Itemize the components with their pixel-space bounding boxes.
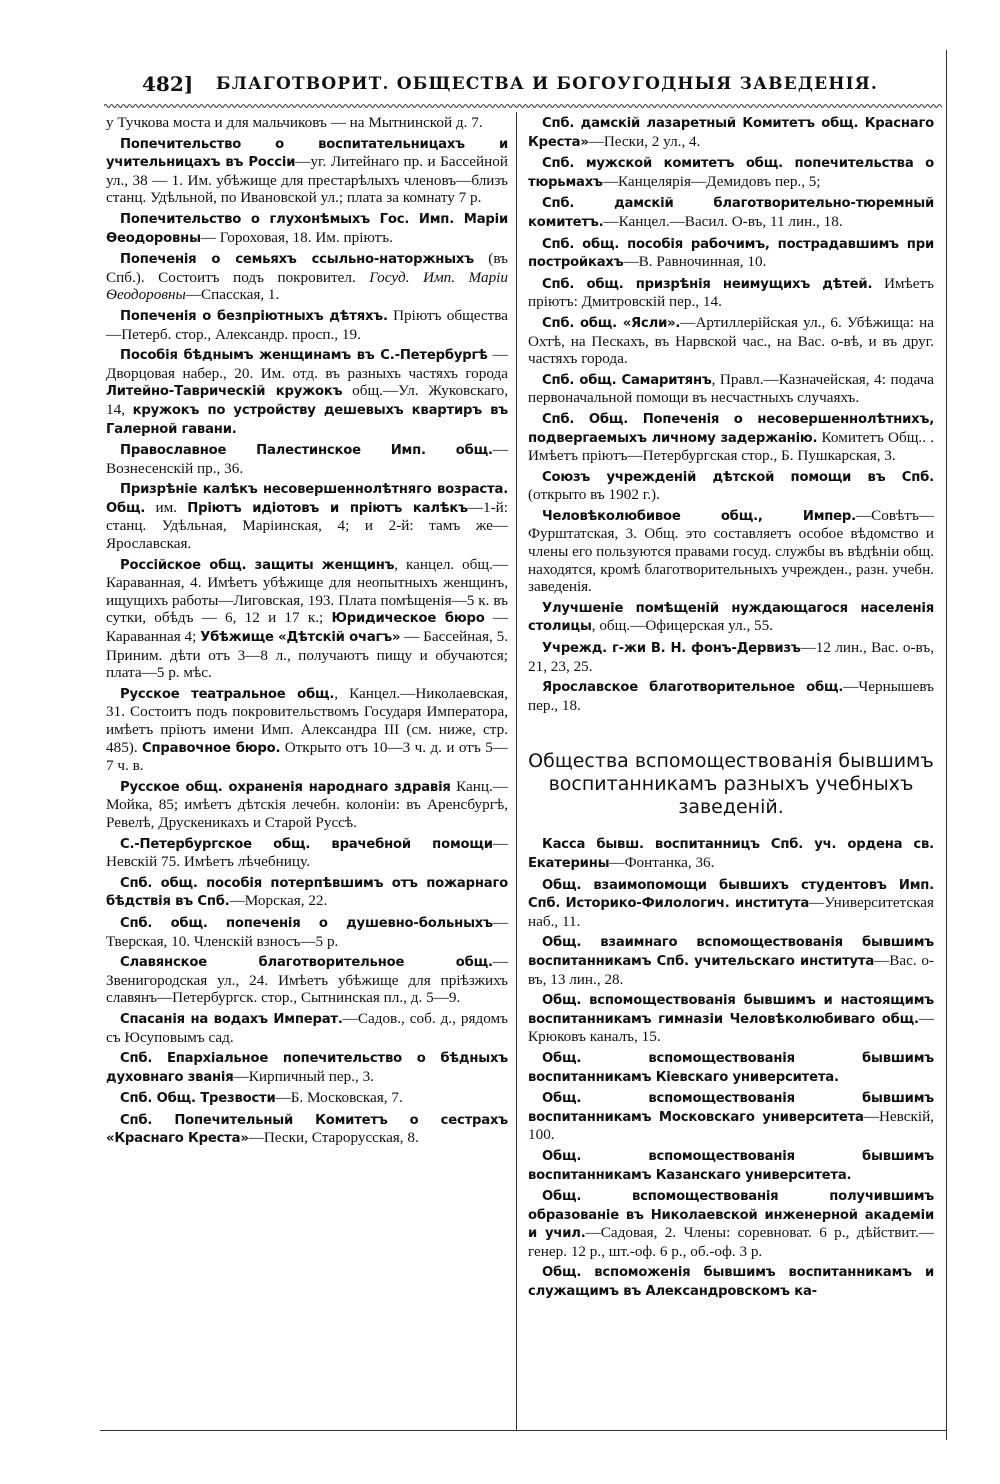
column-divider xyxy=(516,112,517,1430)
entry-name: Попечительство о воспитательницахъ и учительницахъ въ Россіи xyxy=(106,136,508,171)
entry-name: Спб. общ. попеченія о душевно-больныхъ xyxy=(120,915,493,931)
entry-name: Спб. общ. пособія рабочимъ, пострадавшимъ при постройкахъ xyxy=(528,236,934,271)
entry-name: Русское общ. охраненія народнаго здравія xyxy=(120,779,451,795)
directory-entry xyxy=(106,250,508,304)
directory-entry xyxy=(528,468,934,504)
entry-name: Спб. общ. «Ясли». xyxy=(542,315,681,331)
directory-entry xyxy=(106,685,508,775)
entry-text: —В. Равночинная, 10. xyxy=(623,253,767,271)
running-header xyxy=(100,72,946,102)
entry-name: Спасанія на водахъ Императ. xyxy=(120,1011,343,1027)
entry-text: (въ Спб.). Состоитъ подъ покровител. xyxy=(106,250,508,286)
entry-name: Общ. взаимопомощи бывшихъ студентовъ Имп. Спб. Историко-Филологич. института xyxy=(528,877,934,912)
entry-text: — Караванная 4; xyxy=(106,609,509,646)
entry-text: —Невскій 75. Имѣетъ лѣчебницу. xyxy=(106,834,508,871)
page-number: 482] xyxy=(142,72,194,96)
entry-name: Общ. взаимнаго вспомоществованія бывшимъ воспитанникамъ Спб. учительскаго института xyxy=(528,935,934,969)
directory-entry xyxy=(106,307,508,343)
entry-text: общ.—Ул. Жуковскаго, 14, xyxy=(106,382,508,418)
entry-text: Открыто отъ 10—3 ч. д. и отъ 5—7 ч. в. xyxy=(106,738,508,775)
entry-text: —Кирпичный пер., 3. xyxy=(233,1067,374,1085)
entry-text: — Дворцовая набер., 20. Им. отд. въ разныхъ частяхъ города xyxy=(106,346,508,382)
entry-text: —12 лин., Вас. о-въ, 21, 23, 25. xyxy=(528,639,934,675)
entry-name: Спб. дамскій лазаретный Комитетъ общ. Краснаго Креста» xyxy=(528,116,934,150)
entry-name: Общ. вспоможенія бывшимъ воспитанникамъ и служащимъ въ Александровскомъ ка- xyxy=(528,1265,934,1300)
entry-text: у Тучкова моста и для мальчиковъ — на Мытнинской д. 7. xyxy=(106,114,483,131)
entry-name: Спб. Епархіальное попечительство о бѣдныхъ духовнаго званія xyxy=(106,1051,508,1085)
entry-text: —Фонтанка, 36. xyxy=(609,854,715,871)
entry-name: Союзъ учрежденій дѣтской помощи въ Спб. xyxy=(542,469,934,485)
entry-name: Касса бывш. воспитанницъ Спб. уч. ордена св. Екатерины xyxy=(528,837,934,871)
entry-name: Учрежд. г-жи В. Н. фонъ-Дервизъ xyxy=(542,641,801,657)
entry-name: Спб. дамскій благотворительно-тюремный комитетъ. xyxy=(528,196,934,230)
entry-text: —Вознесенскій пр., 36. xyxy=(106,441,508,477)
entry-text: —Артиллерійская ул., 6. Убѣжища: на Охтѣ, на Пескахъ, въ Нарвской час., на Вас. о-вѣ, и въ друг. частяхъ города. xyxy=(528,313,934,368)
entry-name: Убѣжище «Дѣтскій очагъ» xyxy=(200,630,401,646)
wavy-rule xyxy=(104,102,942,110)
entry-name: Православное Палестинское Имп. общ. xyxy=(120,443,493,459)
directory-entry xyxy=(106,1111,508,1148)
entry-text: —Пески, Старорусская, 8. xyxy=(248,1129,419,1147)
directory-entry xyxy=(528,314,934,368)
directory-entry xyxy=(106,441,508,477)
directory-entry xyxy=(106,346,508,438)
book-page xyxy=(100,50,947,1440)
entry-text: —Канцелярія—Демидовъ пер., 5; xyxy=(602,172,821,190)
directory-entry xyxy=(528,1089,934,1144)
entry-text: , канцел. общ.—Караванная, 4. Имѣетъ убѣжище для неопытныхъ женщинъ, ищущихъ работы—Лиговская, 193. Плата помѣщенія—5 к. въ сутки, обѣдъ — 6, 12 и 17 к.; xyxy=(106,555,508,627)
directory-entry xyxy=(528,1049,934,1086)
directory-entry xyxy=(528,599,934,636)
directory-entry xyxy=(528,507,934,596)
entry-name: Общ. вспомоществованія бывшимъ воспитанникамъ Кіевскаго университета. xyxy=(528,1050,934,1085)
entry-text: —Вас. о-въ, 13 лин., 28. xyxy=(528,951,934,988)
entry-text: —Канцел.—Васил. О-въ, 11 лин., 18. xyxy=(603,212,843,230)
entry-text: , Правл.—Казначейская, 4: подача первоначальной помощи въ несчастныхъ случаяхъ. xyxy=(528,370,934,407)
page-title: БЛАГОТВОРИТ. ОБЩЕСТВА И БОГОУГОДНЫЯ ЗАВЕДЕНІЯ. xyxy=(216,74,879,94)
directory-entry xyxy=(106,874,508,911)
directory-entry xyxy=(528,194,934,231)
entry-name: Спб. Общ. Трезвости xyxy=(120,1091,276,1107)
directory-entry xyxy=(106,1049,508,1086)
directory-entry xyxy=(528,1187,934,1260)
entry-name: Улучшеніе помѣщеній нуждающагося населенія столицы xyxy=(528,600,934,635)
entry-text: —Садов., соб. д., рядомъ съ Юсуповымъ сад. xyxy=(106,1009,509,1046)
directory-entry xyxy=(528,835,934,872)
entry-text: —Совѣтъ—Фурштатская, 3. Общ. это составляетъ особое вѣдомство и члены его пользуются правами госуд. службы въ вѣдѣніи общ. находятся, кромѣ благотворительныхъ учрежден., разн. учебн. заведенія. xyxy=(528,506,934,596)
entry-text: —Пески, 2 ул., 4. xyxy=(588,132,701,150)
entry-name: Попечительство о глухонѣмыхъ Гос. Имп. Маріи Ѳеодоровны xyxy=(106,211,508,246)
directory-entry xyxy=(106,114,508,132)
right-column-entries xyxy=(528,114,934,714)
directory-entry xyxy=(106,835,508,871)
entry-text: —Спасская, 1. xyxy=(185,286,280,304)
entry-text: , общ.—Офицерская ул., 55. xyxy=(591,617,774,635)
entry-text: им. xyxy=(145,498,188,516)
directory-entry xyxy=(106,914,508,950)
entry-text: —Б. Московская, 7. xyxy=(275,1089,403,1107)
directory-entry xyxy=(528,114,934,151)
entry-text: , Канцел.—Николаевская, 31. Состоитъ подъ покровительствомъ Государя Императора, имѣетъ пріютъ имени Имп. Александра III (см. ниже, стр. 485). xyxy=(106,684,508,756)
entry-text: — Гороховая, 18. Им. пріютъ. xyxy=(200,228,393,246)
directory-entry xyxy=(528,275,934,311)
entry-text: (открыто въ 1902 г.). xyxy=(528,486,660,504)
entry-name: Славянское благотворительное общ. xyxy=(120,955,493,971)
entry-text: —Морская, 22. xyxy=(229,892,328,910)
directory-entry xyxy=(106,1089,508,1108)
directory-entry xyxy=(106,556,508,682)
entry-text: —Невскій, 100. xyxy=(528,1107,934,1144)
directory-entry xyxy=(106,1010,508,1046)
entry-name: Россійское общ. защиты женщинъ xyxy=(120,557,395,573)
entry-name: Справочное бюро. xyxy=(142,740,281,756)
bottom-rule xyxy=(100,1430,946,1431)
directory-entry xyxy=(528,154,934,191)
entry-name: Литейно-Таврическій кружокъ xyxy=(106,384,343,400)
entry-name: Общ. вспомоществованія бывшимъ и настоящимъ воспитанникамъ гимназіи Человѣколюбиваго общ. xyxy=(528,993,934,1027)
entry-text: —уг. Литейнаго пр. и Бассейной ул., 38 — 1. Им. убѣжище для престарѣлыхъ членовъ—близъ станц. Удѣльной, по Ивановской ул.; плата за комнату 7 р. xyxy=(106,153,508,207)
entry-name: Русское театральное общ. xyxy=(120,686,335,702)
entry-text: —Садовая, 2. Члены: соревноват. 6 р., дѣйствит.—генер. 12 р., шт.-оф. 6 р., об.-оф. 3 р. xyxy=(528,1224,934,1260)
directory-entry xyxy=(528,410,934,465)
directory-entry xyxy=(528,933,934,988)
directory-entry xyxy=(528,876,934,931)
entry-text: Имѣетъ пріютъ: Дмитровскій пер., 14. xyxy=(528,274,934,311)
entry-name: Спб. общ. Самаритянъ xyxy=(542,372,712,388)
entry-name: Спб. Попечительный Комитетъ о сестрахъ «Краснаго Креста» xyxy=(106,1112,508,1147)
directory-entry xyxy=(528,678,934,714)
directory-entry xyxy=(528,991,934,1046)
entry-name: Спб. мужской комитетъ общ. попечительства о тюрьмахъ xyxy=(528,156,934,190)
left-column xyxy=(106,114,508,1151)
entry-text: — Бассейная, 5. Приним. дѣти отъ 3—8 л., получаютъ пищу и обучаются; плата—5 р. мѣс. xyxy=(106,628,508,682)
entry-text: Комитетъ Общ.. . Имѣетъ пріютъ—Петербургская стор., Б. Пушкарская, 3. xyxy=(528,428,934,465)
entry-name: кружокъ по устройству дешевыхъ квартиръ въ Галерной гавани. xyxy=(106,402,509,437)
entry-name: Попеченія о безпріютныхъ дѣтяхъ. xyxy=(120,308,388,324)
directory-entry xyxy=(106,210,508,247)
entry-name: Общ. вспомоществованія бывшимъ воспитанникамъ Казанскаго университета. xyxy=(528,1148,934,1183)
entry-name: Общ. вспомоществованія получившимъ образованіе въ Николаевской инженерной академіи и учил. xyxy=(528,1189,934,1242)
entry-name: Попеченія о семьяхъ ссыльно-наторжныхъ xyxy=(120,252,474,268)
entry-text: —Крюковъ каналъ, 15. xyxy=(528,1009,934,1046)
directory-entry xyxy=(106,480,508,552)
directory-entry xyxy=(106,135,508,207)
directory-entry xyxy=(528,235,934,272)
directory-entry xyxy=(528,1147,934,1184)
entry-text: —Университетская наб., 11. xyxy=(528,894,934,930)
directory-entry xyxy=(528,1263,934,1300)
entry-name: Человѣколюбивое общ., Импер. xyxy=(542,508,856,524)
directory-entry xyxy=(106,778,508,832)
directory-entry xyxy=(528,639,934,675)
entry-name: Общ. вспомоществованія бывшимъ воспитанникамъ Московскаго университета xyxy=(528,1091,934,1125)
directory-entry xyxy=(106,953,508,1007)
entry-text: —Тверская, 10. Членскій взносъ—5 р. xyxy=(106,913,508,950)
entry-name: Спб. общ. пособія потерпѣвшимъ отъ пожарнаго бѣдствія въ Спб. xyxy=(106,875,508,910)
entry-text: Пріютъ общества—Петерб. стор., Александр. просп., 19. xyxy=(106,306,508,343)
entry-text: Госуд. Имп. Маріи Ѳеодоровны xyxy=(106,268,508,304)
entry-name: Пособія бѣднымъ женщинамъ въ С.-Петербургѣ xyxy=(120,348,488,364)
section-heading: Общества вспомоществованія бывшимъ воспитанникамъ разныхъ учебныхъ заведеній. xyxy=(528,750,934,819)
entry-name: Спб. Общ. Попеченія о несовершеннолѣтнихъ, подвергаемыхъ личному задержанію. xyxy=(528,411,934,446)
right-column xyxy=(528,114,934,1304)
entry-name: Пріютъ идіотовъ и пріютъ калѣкъ xyxy=(187,500,468,516)
entry-text: —1-й: станц. Удѣльная, Маріинская, 4; и 2-й: тамъ же—Ярославская. xyxy=(106,498,508,553)
entry-name: Ярославское благотворительное общ. xyxy=(542,680,844,696)
entry-name: Юридическое бюро xyxy=(331,611,485,627)
entry-name: Спб. общ. призрѣнія неимущихъ дѣтей. xyxy=(542,276,873,292)
entry-text: Канц.—Мойка, 85; имѣетъ дѣтскія лечебн. колоніи: въ Аренсбургѣ, Ревелѣ, Друскеникахъ и Старой Руссѣ. xyxy=(106,777,508,831)
entry-text: —Звенигородская ул., 24. Имѣетъ убѣжище для пріѣзжихъ славянъ—Петербургск. стор., Сытнинская пл., д. 5—9. xyxy=(106,953,508,1007)
entry-text: —Чернышевъ пер., 18. xyxy=(528,678,934,714)
entry-name: Призрѣніе калѣкъ несовершеннолѣтняго возраста. Общ. xyxy=(106,482,508,516)
directory-entry xyxy=(528,371,934,407)
entry-name: С.-Петербургское общ. врачебной помощи xyxy=(120,836,493,852)
alumni-societies-entries xyxy=(528,835,934,1300)
